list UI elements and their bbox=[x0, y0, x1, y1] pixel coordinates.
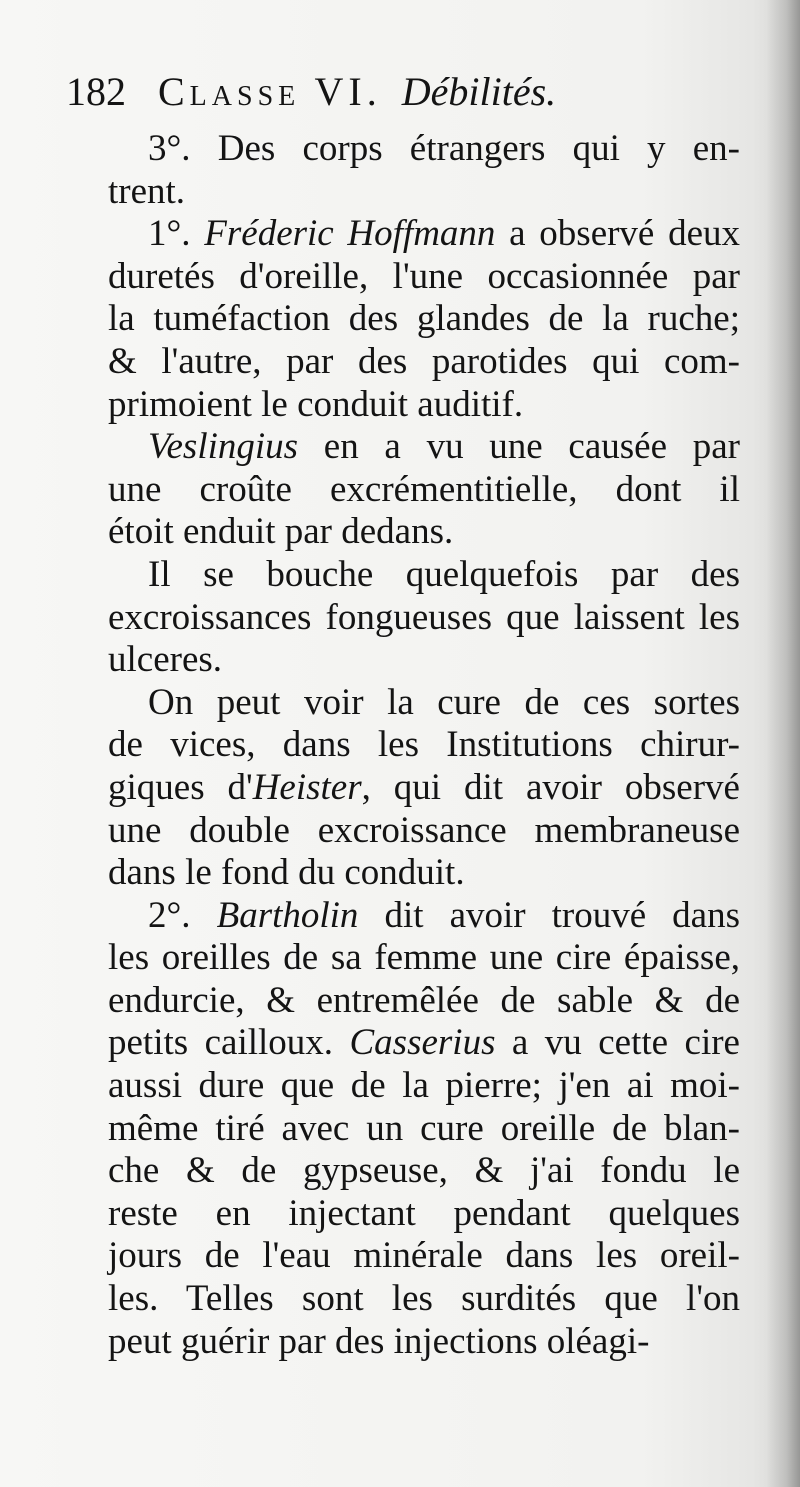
text-line bbox=[68, 1065, 740, 1108]
text-line bbox=[68, 1108, 740, 1151]
text-line bbox=[68, 597, 740, 640]
text-line bbox=[68, 1235, 740, 1278]
text-line bbox=[68, 298, 740, 341]
text-segment: a vu cette cire bbox=[495, 1022, 740, 1064]
paragraph bbox=[68, 554, 740, 682]
paragraph bbox=[68, 128, 740, 213]
text-segment: 1°. bbox=[148, 213, 205, 255]
text-segment: primoient le conduit auditif. bbox=[108, 383, 524, 425]
italic-name: Veslingius bbox=[148, 426, 299, 468]
text-line bbox=[68, 1278, 740, 1321]
header-classe: Classe VI. bbox=[158, 69, 382, 114]
text-line bbox=[68, 171, 740, 214]
body-text bbox=[68, 128, 740, 1363]
text-line bbox=[68, 937, 740, 980]
text-segment: endurcie, & entremêlée de sable & de bbox=[108, 979, 740, 1021]
text-line bbox=[68, 469, 740, 512]
text-segment: dit avoir trouvé dans bbox=[358, 894, 741, 936]
text-segment: , qui dit avoir observé bbox=[361, 766, 740, 808]
text-segment: a observé deux bbox=[495, 213, 740, 255]
text-segment: étoit enduit par dedans. bbox=[108, 511, 454, 553]
italic-name: Casserius bbox=[349, 1022, 496, 1064]
text-segment: en a vu une causée par bbox=[298, 426, 740, 468]
page-gutter-shadow bbox=[766, 0, 800, 1487]
text-line bbox=[68, 1022, 740, 1065]
text-line bbox=[68, 554, 740, 597]
header-title: Débilités. bbox=[401, 69, 557, 114]
text-segment: une double excroissance membraneuse bbox=[108, 809, 740, 851]
italic-name: Heister bbox=[252, 766, 362, 808]
text-line bbox=[68, 384, 740, 427]
text-segment: les. Telles sont les surdités que l'on bbox=[108, 1278, 740, 1320]
text-segment: petits cailloux. bbox=[108, 1022, 350, 1064]
text-line bbox=[68, 682, 740, 725]
text-segment: trent. bbox=[108, 170, 186, 212]
italic-name: Fréderic Hoffmann bbox=[204, 213, 496, 255]
text-segment: les oreilles de sa femme une cire épaisse, bbox=[108, 937, 740, 979]
text-segment: On peut voir la cure de ces sortes bbox=[148, 681, 740, 723]
text-line bbox=[68, 1321, 740, 1364]
text-segment: jours de l'eau minérale dans les oreil- bbox=[108, 1235, 740, 1277]
text-segment: reste en injectant pendant quelques bbox=[108, 1192, 740, 1234]
paragraph bbox=[68, 682, 740, 895]
text-line bbox=[68, 980, 740, 1023]
text-line bbox=[68, 1193, 740, 1236]
text-segment: aussi dure que de la pierre; j'en ai moi- bbox=[108, 1065, 740, 1107]
text-line bbox=[68, 852, 740, 895]
page-number: 182 bbox=[66, 69, 126, 114]
text-line bbox=[68, 767, 740, 810]
text-line bbox=[68, 511, 740, 554]
text-line bbox=[68, 1150, 740, 1193]
text-line bbox=[68, 639, 740, 682]
text-segment: peut guérir par des injections oléagi- bbox=[108, 1320, 650, 1362]
text-segment: une croûte excrémentitielle, dont il bbox=[108, 468, 740, 510]
text-segment: duretés d'oreille, l'une occasionnée par bbox=[108, 255, 740, 297]
text-line bbox=[68, 426, 740, 469]
italic-name: Bartholin bbox=[216, 894, 359, 936]
text-line bbox=[68, 895, 740, 938]
text-line bbox=[68, 341, 740, 384]
text-line bbox=[68, 810, 740, 853]
text-segment: & l'autre, par des parotides qui com- bbox=[108, 340, 740, 382]
text-line bbox=[68, 128, 740, 171]
text-segment: 3°. Des corps étrangers qui y en- bbox=[148, 128, 740, 169]
paragraph bbox=[68, 213, 740, 426]
text-segment: 2°. bbox=[148, 894, 217, 936]
text-segment: excroissances fongueuses que laissent les bbox=[108, 596, 740, 638]
text-segment: même tiré avec un cure oreille de blan- bbox=[108, 1107, 740, 1149]
text-segment: che & de gypseuse, & j'ai fondu le bbox=[108, 1150, 740, 1192]
text-line bbox=[68, 724, 740, 767]
paragraph bbox=[68, 895, 740, 1364]
running-header bbox=[66, 66, 726, 118]
text-segment: Il se bouche quelquefois par des bbox=[148, 553, 740, 595]
text-segment: giques d' bbox=[108, 766, 253, 808]
text-segment: ulceres. bbox=[108, 639, 223, 681]
text-segment: de vices, dans les Institutions chirur- bbox=[108, 724, 740, 766]
text-line bbox=[68, 213, 740, 256]
text-line bbox=[68, 256, 740, 299]
paragraph bbox=[68, 426, 740, 554]
text-segment: dans le fond du conduit. bbox=[108, 852, 465, 894]
text-segment: la tuméfaction des glandes de la ruche; bbox=[108, 298, 740, 340]
